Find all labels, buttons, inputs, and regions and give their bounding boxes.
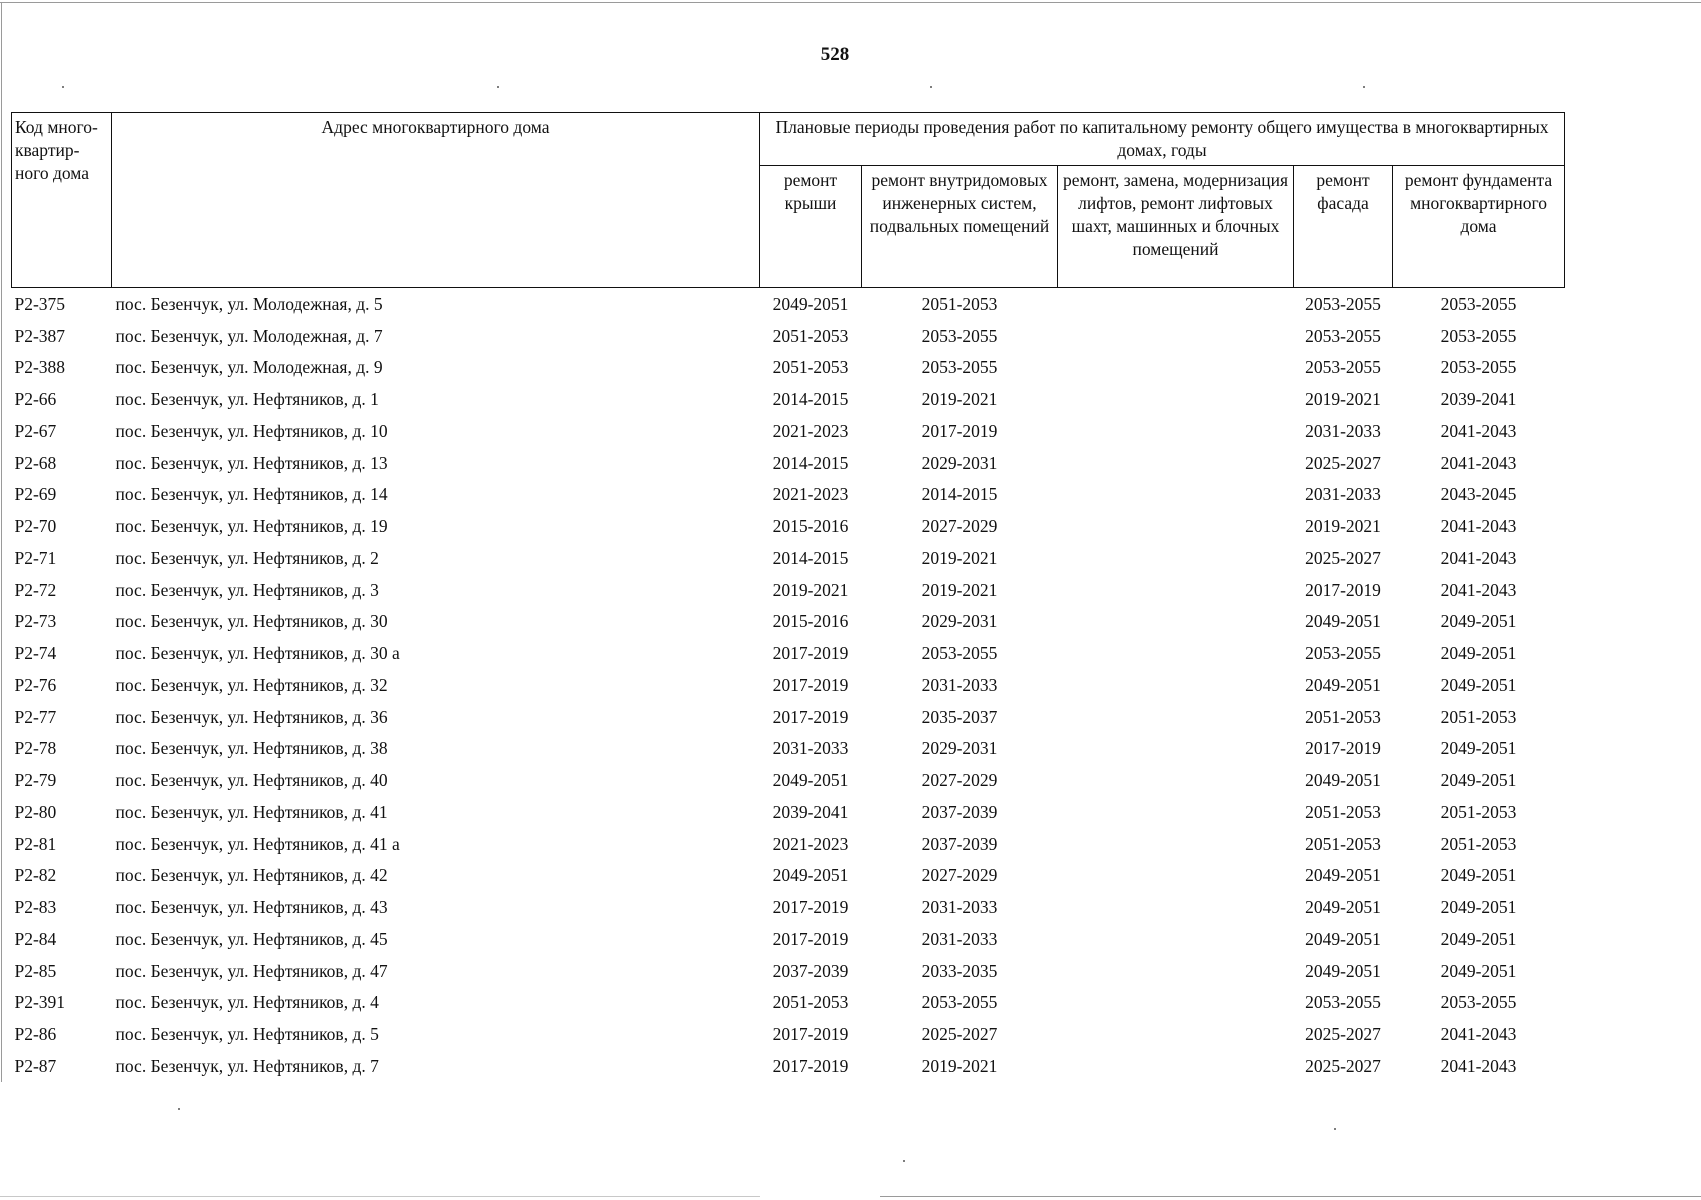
cell-engineering-period: 2027-2029 [921, 770, 998, 791]
cell-lifts-period [1058, 891, 1294, 923]
cell-roof-period: 2039-2041 [772, 801, 849, 822]
cell-roof-period: 2051-2053 [772, 992, 849, 1013]
table-row [12, 320, 1565, 352]
cell-building-code: Р2-73 [14, 611, 57, 632]
cell-address: пос. Безенчук, ул. Нефтяников, д. 30 [115, 611, 388, 632]
cell-building-code: Р2-68 [14, 452, 57, 473]
cell-building-code: Р2-81 [14, 833, 57, 854]
cell-facade-period: 2049-2051 [1305, 865, 1381, 886]
cell-building-code: Р2-375 [14, 293, 66, 314]
cell-lifts-period [1058, 288, 1294, 320]
cell-lifts-period [1058, 479, 1294, 511]
cell-engineering-period: 2031-2033 [921, 928, 998, 949]
cell-building-code: Р2-67 [14, 420, 57, 441]
cell-facade-period: 2025-2027 [1305, 452, 1381, 473]
cell-building-code: Р2-69 [14, 484, 57, 505]
table-row [12, 891, 1565, 923]
cell-facade-period: 2051-2053 [1305, 801, 1381, 822]
cell-foundation-period: 2051-2053 [1440, 801, 1517, 822]
cell-building-code: Р2-83 [14, 897, 57, 918]
cell-address: пос. Безенчук, ул. Нефтяников, д. 5 [115, 1024, 379, 1045]
cell-lifts-period [1058, 733, 1294, 765]
cell-building-code: Р2-82 [14, 865, 57, 886]
table-row [12, 1050, 1565, 1082]
cell-building-code: Р2-85 [14, 960, 57, 981]
cell-roof-period: 2014-2015 [772, 452, 849, 473]
cell-engineering-period: 2014-2015 [921, 484, 998, 505]
cell-address: пос. Безенчук, ул. Нефтяников, д. 38 [115, 738, 388, 759]
cell-lifts-period [1058, 955, 1294, 987]
table-row [12, 542, 1565, 574]
cell-engineering-period: 2029-2031 [921, 452, 998, 473]
cell-address: пос. Безенчук, ул. Нефтяников, д. 2 [115, 547, 379, 568]
cell-engineering-period: 2019-2021 [921, 547, 998, 568]
cell-lifts-period [1058, 415, 1294, 447]
cell-facade-period: 2049-2051 [1305, 674, 1381, 695]
header-building-code: Код много-квартир-ного дома [12, 113, 112, 288]
cell-building-code: Р2-74 [14, 643, 57, 664]
cell-roof-period: 2051-2053 [772, 357, 849, 378]
cell-lifts-period [1058, 860, 1294, 892]
cell-roof-period: 2015-2016 [772, 611, 849, 632]
cell-address: пос. Безенчук, ул. Молодежная, д. 7 [115, 325, 383, 346]
cell-facade-period: 2049-2051 [1305, 897, 1381, 918]
cell-address: пос. Безенчук, ул. Молодежная, д. 9 [115, 357, 383, 378]
cell-facade-period: 2025-2027 [1305, 1024, 1381, 1045]
table-row [12, 733, 1565, 765]
scan-speck [62, 86, 64, 88]
cell-engineering-period: 2019-2021 [921, 1055, 998, 1076]
cell-building-code: Р2-77 [14, 706, 57, 727]
cell-facade-period: 2017-2019 [1305, 579, 1381, 600]
cell-engineering-period: 2031-2033 [921, 897, 998, 918]
cell-building-code: Р2-391 [14, 992, 66, 1013]
cell-lifts-period [1058, 828, 1294, 860]
scan-speck [1363, 86, 1365, 88]
cell-facade-period: 2053-2055 [1305, 325, 1381, 346]
cell-engineering-period: 2029-2031 [921, 611, 998, 632]
cell-address: пос. Безенчук, ул. Нефтяников, д. 14 [115, 484, 388, 505]
cell-address: пос. Безенчук, ул. Нефтяников, д. 42 [115, 865, 388, 886]
cell-facade-period: 2025-2027 [1305, 1055, 1381, 1076]
table-row [12, 574, 1565, 606]
scan-speck [903, 1160, 905, 1162]
table-row [12, 383, 1565, 415]
cell-lifts-period [1058, 923, 1294, 955]
cell-building-code: Р2-71 [14, 547, 57, 568]
cell-foundation-period: 2053-2055 [1440, 992, 1517, 1013]
scan-speck [930, 86, 932, 88]
cell-facade-period: 2031-2033 [1305, 484, 1381, 505]
cell-address: пос. Безенчук, ул. Нефтяников, д. 19 [115, 516, 388, 537]
cell-foundation-period: 2041-2043 [1440, 547, 1517, 568]
cell-address: пос. Безенчук, ул. Нефтяников, д. 32 [115, 674, 388, 695]
cell-lifts-period [1058, 669, 1294, 701]
cell-foundation-period: 2049-2051 [1440, 611, 1517, 632]
cell-foundation-period: 2053-2055 [1440, 293, 1517, 314]
cell-address: пос. Безенчук, ул. Нефтяников, д. 7 [115, 1055, 379, 1076]
cell-foundation-period: 2053-2055 [1440, 357, 1517, 378]
cell-facade-period: 2053-2055 [1305, 293, 1381, 314]
cell-engineering-period: 2029-2031 [921, 738, 998, 759]
table-row [12, 796, 1565, 828]
cell-engineering-period: 2035-2037 [921, 706, 998, 727]
cell-lifts-period [1058, 510, 1294, 542]
cell-foundation-period: 2049-2051 [1440, 960, 1517, 981]
scan-edge-top [0, 2, 1701, 3]
table-row [12, 447, 1565, 479]
cell-foundation-period: 2049-2051 [1440, 770, 1517, 791]
cell-building-code: Р2-388 [14, 357, 66, 378]
cell-address: пос. Безенчук, ул. Нефтяников, д. 36 [115, 706, 388, 727]
cell-address: пос. Безенчук, ул. Нефтяников, д. 3 [115, 579, 379, 600]
scan-edge-left [1, 2, 2, 1082]
table-row [12, 288, 1565, 320]
cell-roof-period: 2017-2019 [772, 928, 849, 949]
cell-foundation-period: 2049-2051 [1440, 643, 1517, 664]
cell-lifts-period [1058, 352, 1294, 384]
cell-address: пос. Безенчук, ул. Нефтяников, д. 4 [115, 992, 379, 1013]
cell-building-code: Р2-80 [14, 801, 57, 822]
cell-roof-period: 2021-2023 [772, 833, 849, 854]
cell-facade-period: 2019-2021 [1305, 516, 1381, 537]
cell-engineering-period: 2033-2035 [921, 960, 998, 981]
cell-building-code: Р2-76 [14, 674, 57, 695]
cell-engineering-period: 2051-2053 [921, 293, 998, 314]
cell-building-code: Р2-387 [14, 325, 66, 346]
table-row [12, 860, 1565, 892]
cell-address: пос. Безенчук, ул. Нефтяников, д. 41 а [115, 833, 400, 854]
cell-facade-period: 2051-2053 [1305, 833, 1381, 854]
cell-foundation-period: 2039-2041 [1440, 389, 1517, 410]
header-facade-repair: ремонт фасада [1294, 166, 1393, 288]
scan-speck [497, 86, 499, 88]
table-row [12, 637, 1565, 669]
cell-building-code: Р2-86 [14, 1024, 57, 1045]
cell-lifts-period [1058, 764, 1294, 796]
cell-foundation-period: 2049-2051 [1440, 674, 1517, 695]
cell-building-code: Р2-79 [14, 770, 57, 791]
cell-foundation-period: 2051-2053 [1440, 706, 1517, 727]
cell-address: пос. Безенчук, ул. Нефтяников, д. 1 [115, 389, 379, 410]
table-row [12, 479, 1565, 511]
cell-building-code: Р2-70 [14, 516, 57, 537]
cell-building-code: Р2-78 [14, 738, 57, 759]
scan-edge-bottom-left [0, 1196, 760, 1197]
table-row [12, 764, 1565, 796]
cell-engineering-period: 2053-2055 [921, 992, 998, 1013]
cell-facade-period: 2053-2055 [1305, 643, 1381, 664]
cell-building-code: Р2-72 [14, 579, 57, 600]
page-number: 528 [820, 44, 850, 65]
cell-engineering-period: 2027-2029 [921, 516, 998, 537]
cell-facade-period: 2053-2055 [1305, 357, 1381, 378]
cell-lifts-period [1058, 574, 1294, 606]
cell-foundation-period: 2051-2053 [1440, 833, 1517, 854]
cell-foundation-period: 2043-2045 [1440, 484, 1517, 505]
cell-lifts-period [1058, 606, 1294, 638]
scan-edge-bottom [880, 1196, 1701, 1197]
cell-foundation-period: 2049-2051 [1440, 738, 1517, 759]
cell-facade-period: 2049-2051 [1305, 611, 1381, 632]
header-foundation-repair: ремонт фундамента многоквартирного дома [1393, 166, 1565, 288]
cell-address: пос. Безенчук, ул. Нефтяников, д. 40 [115, 770, 388, 791]
cell-engineering-period: 2037-2039 [921, 801, 998, 822]
table-row [12, 606, 1565, 638]
table-row [12, 828, 1565, 860]
table-row [12, 955, 1565, 987]
cell-roof-period: 2031-2033 [772, 738, 849, 759]
table-row [12, 1018, 1565, 1050]
cell-roof-period: 2017-2019 [772, 1024, 849, 1045]
cell-roof-period: 2017-2019 [772, 643, 849, 664]
cell-facade-period: 2049-2051 [1305, 770, 1381, 791]
cell-facade-period: 2051-2053 [1305, 706, 1381, 727]
capital-repair-schedule-table [11, 112, 1565, 1082]
table-row [12, 701, 1565, 733]
cell-roof-period: 2017-2019 [772, 897, 849, 918]
cell-facade-period: 2049-2051 [1305, 960, 1381, 981]
cell-facade-period: 2025-2027 [1305, 547, 1381, 568]
cell-facade-period: 2053-2055 [1305, 992, 1381, 1013]
cell-roof-period: 2051-2053 [772, 325, 849, 346]
header-roof-repair: ремонт крыши [760, 166, 862, 288]
cell-lifts-period [1058, 383, 1294, 415]
header-lift-repair: ремонт, замена, модернизация лифтов, ремонт лифтовых шахт, машинных и блочных помещений [1058, 166, 1294, 288]
cell-roof-period: 2021-2023 [772, 484, 849, 505]
cell-address: пос. Безенчук, ул. Нефтяников, д. 41 [115, 801, 388, 822]
cell-address: пос. Безенчук, ул. Нефтяников, д. 43 [115, 897, 388, 918]
cell-engineering-period: 2019-2021 [921, 579, 998, 600]
header-planned-periods: Плановые периоды проведения работ по капитальному ремонту общего имущества в многоквартирных домах, годы [760, 113, 1565, 166]
cell-engineering-period: 2017-2019 [921, 420, 998, 441]
cell-facade-period: 2049-2051 [1305, 928, 1381, 949]
cell-engineering-period: 2019-2021 [921, 389, 998, 410]
cell-roof-period: 2017-2019 [772, 1055, 849, 1076]
cell-engineering-period: 2025-2027 [921, 1024, 998, 1045]
table-row [12, 415, 1565, 447]
cell-engineering-period: 2027-2029 [921, 865, 998, 886]
cell-foundation-period: 2049-2051 [1440, 897, 1517, 918]
cell-lifts-period [1058, 1050, 1294, 1082]
header-engineering-systems-repair: ремонт внутридомовых инженерных систем, подвальных помещений [862, 166, 1058, 288]
cell-facade-period: 2017-2019 [1305, 738, 1381, 759]
table-row [12, 352, 1565, 384]
cell-roof-period: 2017-2019 [772, 706, 849, 727]
cell-lifts-period [1058, 447, 1294, 479]
cell-lifts-period [1058, 701, 1294, 733]
cell-foundation-period: 2049-2051 [1440, 865, 1517, 886]
cell-roof-period: 2049-2051 [772, 865, 849, 886]
cell-address: пос. Безенчук, ул. Нефтяников, д. 13 [115, 452, 388, 473]
header-address: Адрес многоквартирного дома [112, 113, 760, 288]
cell-facade-period: 2019-2021 [1305, 389, 1381, 410]
cell-engineering-period: 2053-2055 [921, 325, 998, 346]
cell-lifts-period [1058, 987, 1294, 1019]
cell-foundation-period: 2041-2043 [1440, 420, 1517, 441]
cell-roof-period: 2049-2051 [772, 293, 849, 314]
cell-lifts-period [1058, 542, 1294, 574]
cell-address: пос. Безенчук, ул. Нефтяников, д. 47 [115, 960, 388, 981]
cell-roof-period: 2014-2015 [772, 389, 849, 410]
cell-lifts-period [1058, 1018, 1294, 1050]
cell-engineering-period: 2031-2033 [921, 674, 998, 695]
cell-lifts-period [1058, 320, 1294, 352]
cell-foundation-period: 2041-2043 [1440, 516, 1517, 537]
cell-address: пос. Безенчук, ул. Нефтяников, д. 45 [115, 928, 388, 949]
cell-foundation-period: 2041-2043 [1440, 579, 1517, 600]
cell-foundation-period: 2041-2043 [1440, 1024, 1517, 1045]
cell-foundation-period: 2041-2043 [1440, 1055, 1517, 1076]
table-row [12, 987, 1565, 1019]
table-row [12, 669, 1565, 701]
cell-roof-period: 2015-2016 [772, 516, 849, 537]
table-row [12, 510, 1565, 542]
cell-facade-period: 2031-2033 [1305, 420, 1381, 441]
cell-lifts-period [1058, 637, 1294, 669]
cell-building-code: Р2-84 [14, 928, 57, 949]
cell-foundation-period: 2053-2055 [1440, 325, 1517, 346]
cell-lifts-period [1058, 796, 1294, 828]
cell-roof-period: 2017-2019 [772, 674, 849, 695]
cell-address: пос. Безенчук, ул. Молодежная, д. 5 [115, 293, 383, 314]
cell-roof-period: 2019-2021 [772, 579, 849, 600]
cell-roof-period: 2037-2039 [772, 960, 849, 981]
cell-address: пос. Безенчук, ул. Нефтяников, д. 10 [115, 420, 388, 441]
cell-address: пос. Безенчук, ул. Нефтяников, д. 30 а [115, 643, 400, 664]
cell-foundation-period: 2041-2043 [1440, 452, 1517, 473]
table-row [12, 923, 1565, 955]
cell-engineering-period: 2053-2055 [921, 643, 998, 664]
cell-building-code: Р2-87 [14, 1055, 57, 1076]
cell-engineering-period: 2037-2039 [921, 833, 998, 854]
scan-speck [178, 1108, 180, 1110]
cell-engineering-period: 2053-2055 [921, 357, 998, 378]
cell-roof-period: 2014-2015 [772, 547, 849, 568]
cell-building-code: Р2-66 [14, 389, 57, 410]
cell-roof-period: 2049-2051 [772, 770, 849, 791]
cell-roof-period: 2021-2023 [772, 420, 849, 441]
scan-speck [1334, 1128, 1336, 1130]
table-body [12, 288, 1565, 1082]
cell-foundation-period: 2049-2051 [1440, 928, 1517, 949]
